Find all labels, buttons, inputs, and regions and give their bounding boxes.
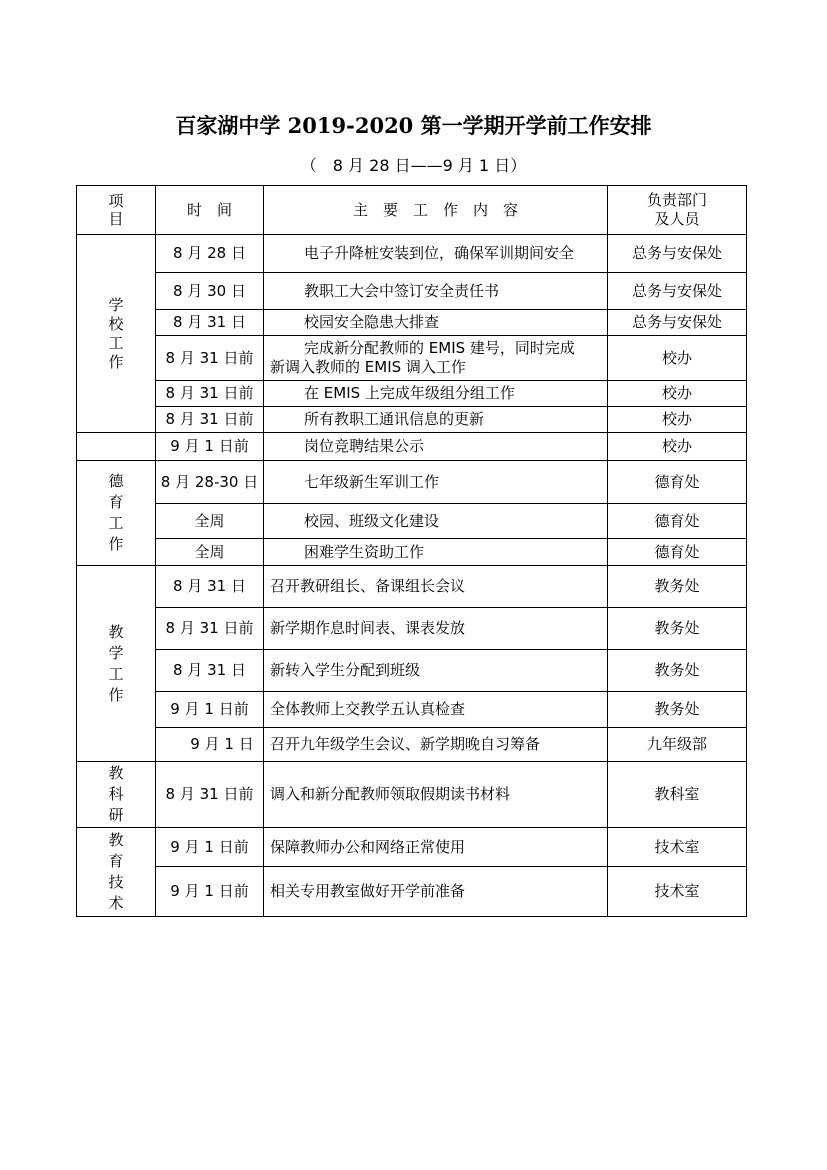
row-dept: 总务与安保处 [608, 235, 747, 273]
category-research: 教 科 研 [77, 762, 156, 828]
row-dept: 教务处 [608, 650, 747, 692]
row-content-line2: 新调入教师的 EMIS 调入工作 [270, 358, 466, 376]
row-content-line1: 完成新分配教师的 EMIS 建号，同时完成 [304, 339, 575, 357]
row-time: 8 月 31 日前 [156, 407, 264, 433]
category-empty [77, 433, 156, 461]
table-row [77, 273, 747, 310]
header-dept: 负责部门 及人员 [608, 186, 747, 235]
row-time: 8 月 31 日 [156, 650, 264, 692]
row-content: 新转入学生分配到班级 [264, 650, 608, 692]
row-dept: 教务处 [608, 608, 747, 650]
row-content: 调入和新分配教师领取假期读书材料 [264, 762, 608, 828]
row-content: 保障教师办公和网络正常使用 [264, 828, 608, 867]
table-row [77, 692, 747, 728]
table-row [77, 539, 747, 566]
row-dept: 校办 [608, 433, 747, 461]
row-content: 校园安全隐患大排查 [264, 310, 608, 336]
row-dept: 校办 [608, 336, 747, 381]
row-time: 全周 [156, 539, 264, 566]
table-row [77, 407, 747, 433]
table-row [77, 828, 747, 867]
document-subtitle: （ 8 月 28 日——9 月 1 日） [300, 156, 527, 175]
category-moral: 德 育 工 作 [77, 461, 156, 566]
row-content: 召开九年级学生会议、新学期晚自习筹备 [264, 728, 608, 762]
row-time: 8 月 31 日 [156, 566, 264, 608]
row-dept: 教务处 [608, 566, 747, 608]
row-dept: 教务处 [608, 692, 747, 728]
row-time: 8 月 31 日前 [156, 762, 264, 828]
row-dept: 教科室 [608, 762, 747, 828]
table-row [77, 650, 747, 692]
table-row [77, 728, 747, 762]
row-content: 新学期作息时间表、课表发放 [264, 608, 608, 650]
category-school: 学 校 工 作 [77, 235, 156, 433]
table-row [77, 381, 747, 407]
header-time: 时 间 [156, 186, 264, 235]
table-header-row [77, 186, 747, 235]
row-time: 8 月 31 日 [156, 310, 264, 336]
row-dept: 德育处 [608, 461, 747, 504]
row-time: 9 月 1 日 [156, 728, 264, 762]
row-content: 所有教职工通讯信息的更新 [264, 407, 608, 433]
row-content: 全体教师上交教学五认真检查 [264, 692, 608, 728]
row-time: 8 月 31 日前 [156, 381, 264, 407]
row-dept: 德育处 [608, 504, 747, 539]
table-row [77, 235, 747, 273]
row-dept: 校办 [608, 381, 747, 407]
row-content: 电子升降桩安装到位，确保军训期间安全 [264, 235, 608, 273]
table-row [77, 310, 747, 336]
table-row [77, 566, 747, 608]
row-time: 8 月 28 日 [156, 235, 264, 273]
row-content: 教职工大会中签订安全责任书 [264, 273, 608, 310]
row-content: 相关专用教室做好开学前准备 [264, 867, 608, 917]
row-dept: 九年级部 [608, 728, 747, 762]
row-dept: 技术室 [608, 828, 747, 867]
row-dept: 德育处 [608, 539, 747, 566]
row-content: 在 EMIS 上完成年级组分组工作 [264, 381, 608, 407]
schedule-table [76, 185, 747, 917]
row-time: 8 月 30 日 [156, 273, 264, 310]
table-row [77, 433, 747, 461]
table-row [77, 336, 747, 381]
row-time: 8 月 31 日前 [156, 608, 264, 650]
table-row [77, 867, 747, 917]
row-time: 9 月 1 日前 [156, 692, 264, 728]
row-dept: 校办 [608, 407, 747, 433]
table-row [77, 504, 747, 539]
row-content [264, 336, 608, 381]
header-content: 主 要 工 作 内 容 [264, 186, 608, 235]
header-item: 项 目 [77, 186, 156, 235]
row-dept: 技术室 [608, 867, 747, 917]
row-time: 9 月 1 日前 [156, 828, 264, 867]
row-time: 全周 [156, 504, 264, 539]
row-time: 9 月 1 日前 [156, 433, 264, 461]
row-dept: 总务与安保处 [608, 273, 747, 310]
table-row [77, 762, 747, 828]
row-time: 9 月 1 日前 [156, 867, 264, 917]
category-teaching: 教 学 工 作 [77, 566, 156, 762]
row-content: 七年级新生军训工作 [264, 461, 608, 504]
row-time: 8 月 28-30 日 [156, 461, 264, 504]
row-content: 困难学生资助工作 [264, 539, 608, 566]
table-row [77, 461, 747, 504]
table-row [77, 608, 747, 650]
row-content: 召开教研组长、备课组长会议 [264, 566, 608, 608]
category-tech: 教 育 技 术 [77, 828, 156, 917]
row-content: 岗位竞聘结果公示 [264, 433, 608, 461]
row-time: 8 月 31 日前 [156, 336, 264, 381]
document-title: 百家湖中学 2019-2020 第一学期开学前工作安排 [175, 113, 652, 138]
row-dept: 总务与安保处 [608, 310, 747, 336]
row-content: 校园、班级文化建设 [264, 504, 608, 539]
